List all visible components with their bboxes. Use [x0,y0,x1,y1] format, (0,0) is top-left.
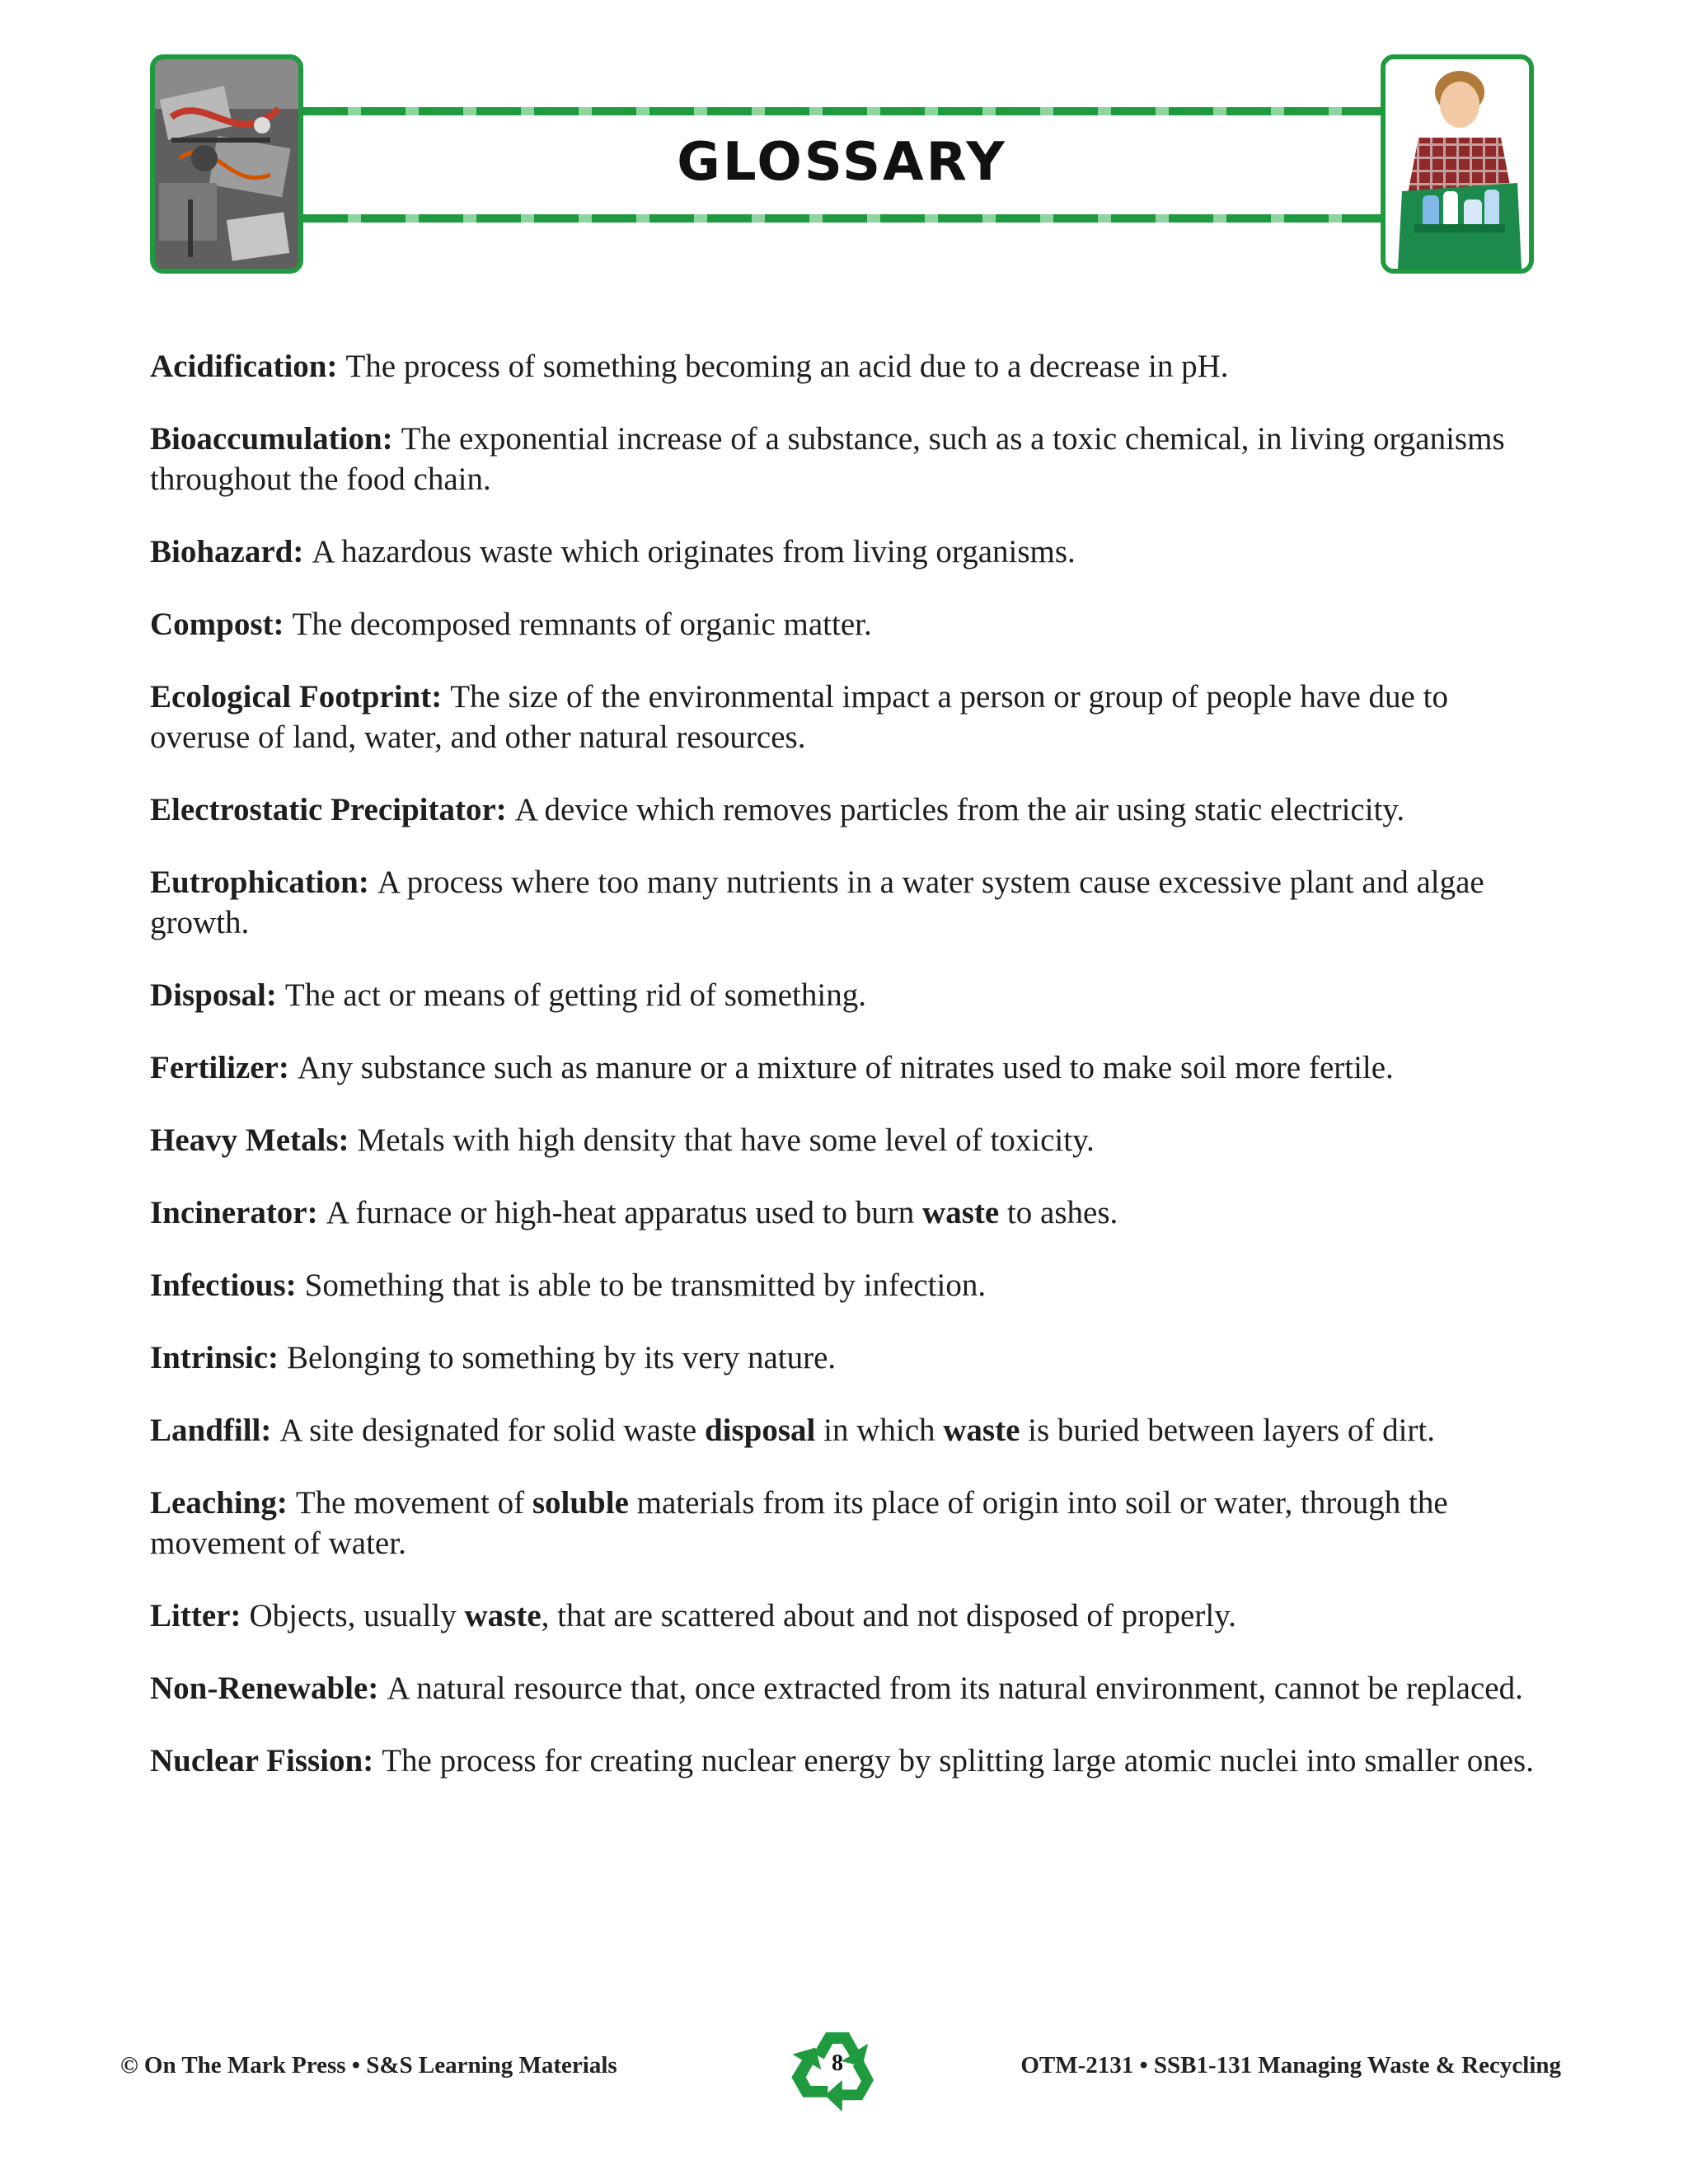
glossary-term: Incinerator: [150,1195,318,1230]
highlighted-term: waste [922,1195,1000,1230]
scrap-metal-photo [150,54,303,274]
header-band-bottom [303,214,1381,223]
glossary-entry [150,1596,1535,1636]
glossary-definition: A furnace or high-heat apparatus used to burn [326,1195,923,1230]
glossary-entry [150,419,1535,499]
glossary-term: Acidification: [150,349,338,384]
glossary-entry [150,346,1535,387]
glossary-entry [150,1265,1535,1305]
glossary-definition: to ashes. [999,1195,1118,1230]
glossary-term: Bioaccumulation: [150,421,393,457]
glossary-list [150,346,1535,1813]
glossary-definition: Objects, usually [249,1598,465,1633]
glossary-entry [150,677,1535,757]
highlighted-term: waste [943,1413,1020,1448]
glossary-definition: is buried between layers of dirt. [1020,1413,1435,1448]
glossary-entry [150,975,1535,1015]
glossary-term: Heavy Metals: [150,1122,349,1158]
glossary-definition: A process where too many nutrients in a water system cause excessive plant and algae growth. [150,865,1484,940]
glossary-definition: Metals with high density that have some level of toxicity. [357,1122,1095,1158]
glossary-definition: Belonging to something by its very nature. [287,1340,837,1376]
glossary-term: Biohazard: [150,534,304,569]
glossary-definition: The process for creating nuclear energy by splitting large atomic nuclei into smaller ones. [382,1743,1534,1779]
glossary-entry [150,1410,1535,1451]
glossary-definition: Something that is able to be transmitted by infection. [304,1268,987,1303]
glossary-entry [150,790,1535,830]
glossary-term: Landfill: [150,1413,272,1448]
glossary-term: Nuclear Fission: [150,1743,374,1779]
glossary-entry [150,1193,1535,1233]
page-number: 8 [832,2050,843,2076]
glossary-term: Litter: [150,1598,241,1633]
glossary-definition: in which [815,1413,944,1448]
glossary-term: Electrostatic Precipitator: [150,792,507,827]
highlighted-term: disposal [704,1413,816,1448]
glossary-term: Intrinsic: [150,1340,279,1376]
glossary-entry [150,532,1535,572]
glossary-definition: A device which removes particles from the air using static electricity. [514,792,1405,827]
boy-recycling-photo [1381,54,1534,274]
glossary-entry [150,1047,1535,1088]
glossary-entry [150,604,1535,644]
glossary-entry [150,862,1535,943]
highlighted-term: soluble [532,1485,629,1521]
highlighted-term: waste [464,1598,542,1633]
glossary-entry [150,1668,1535,1708]
header-band-top [303,107,1381,115]
glossary-definition: A natural resource that, once extracted from its natural environment, cannot be replaced. [387,1671,1523,1706]
glossary-definition: The size of the environmental impact a person or group of people have due to overuse of land, water, and other natural resources. [150,679,1448,755]
glossary-term: Compost: [150,607,284,642]
glossary-definition: The process of something becoming an acid due to a decrease in pH. [345,349,1229,384]
glossary-term: Eutrophication: [150,865,369,900]
glossary-entry [150,1483,1535,1563]
glossary-definition: The exponential increase of a substance, such as a toxic chemical, in living organisms throughout the food chain. [150,421,1505,497]
glossary-entry [150,1120,1535,1160]
glossary-term: Fertilizer: [150,1050,289,1085]
footer-product-code: OTM-2131 • SSB1-131 Managing Waste & Recycling [1020,2052,1561,2079]
glossary-definition: A hazardous waste which originates from living organisms. [312,534,1076,569]
glossary-term: Infectious: [150,1268,297,1303]
footer-copyright: © On The Mark Press • S&S Learning Materials [120,2052,617,2079]
glossary-definition: A site designated for solid waste [279,1413,705,1448]
glossary-term: Disposal: [150,977,277,1013]
glossary-entry [150,1741,1535,1781]
glossary-definition: materials from its place of origin into soil or water, through the movement of water. [150,1485,1448,1561]
glossary-definition: , that are scattered about and not disposed of properly. [541,1598,1236,1633]
glossary-definition: The movement of [295,1485,532,1521]
glossary-definition: Any substance such as manure or a mixture of nitrates used to make soil more fertile. [297,1050,1394,1085]
glossary-definition: The act or means of getting rid of something. [284,977,866,1013]
glossary-term: Non-Renewable: [150,1671,379,1706]
glossary-entry [150,1338,1535,1378]
glossary-term: Leaching: [150,1485,288,1521]
page-title: GLOSSARY [677,132,1007,193]
glossary-term: Ecological Footprint: [150,679,443,715]
glossary-definition: The decomposed remnants of organic matter. [292,607,872,642]
